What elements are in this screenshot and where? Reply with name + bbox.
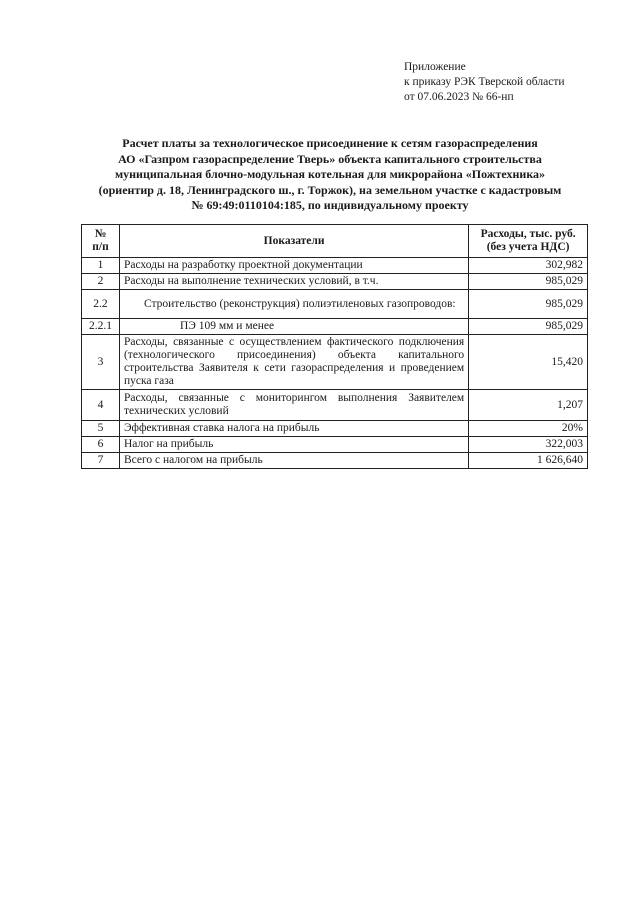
row-number: 2 [82, 274, 120, 290]
row-value: 20% [469, 421, 588, 437]
row-value: 1,207 [469, 390, 588, 421]
header-indicators: Показатели [119, 225, 468, 258]
table-row [82, 258, 588, 274]
row-number: 7 [82, 453, 120, 469]
row-value: 302,982 [469, 258, 588, 274]
row-indicator: Расходы, связанные с осуществлением фактического подключения (технологического присоединения) объекта капитального строительства Заявителя к сети газораспределения и проведением пуска газа [119, 335, 468, 390]
title-line: АО «Газпром газораспределение Тверь» объекта капитального строительства [118, 151, 542, 166]
table-row [82, 421, 588, 437]
header-number [82, 225, 120, 258]
row-value: 985,029 [469, 319, 588, 335]
row-number: 6 [82, 437, 120, 453]
row-indicator: Налог на прибыль [119, 437, 468, 453]
row-indicator: Расходы на выполнение технических условий, в т.ч. [119, 274, 468, 290]
title-line: Расчет платы за технологическое присоединение к сетям газораспределения [122, 136, 538, 150]
row-number: 2.2.1 [82, 319, 120, 335]
row-value: 985,029 [469, 274, 588, 290]
title-line: № 69:49:0110104:185, по индивидуальному проекту [191, 198, 469, 212]
row-indicator: Расходы, связанные с мониторингом выполнения Заявителем технических условий [119, 390, 468, 421]
header-expenses [469, 225, 588, 258]
row-indicator: Всего с налогом на прибыль [119, 453, 468, 469]
row-value: 1 626,640 [469, 453, 588, 469]
row-indicator: ПЭ 109 мм и менее [119, 319, 468, 335]
table-row [82, 290, 588, 319]
header-number-symbol: № [94, 228, 107, 240]
row-number: 3 [82, 335, 120, 390]
row-number: 1 [82, 258, 120, 274]
appendix-reference [404, 60, 565, 105]
title-line: муниципальная блочно-модульная котельная для микрорайона «Пожтехника» [114, 167, 546, 181]
row-indicator: Эффективная ставка налога на прибыль [119, 421, 468, 437]
header-expenses-note: (без учета НДС) [486, 241, 570, 253]
table-row [82, 335, 588, 390]
appendix-order: к приказу РЭК Тверской области [404, 76, 565, 88]
row-value: 15,420 [469, 335, 588, 390]
table-row [82, 319, 588, 335]
table-header-row [82, 225, 588, 258]
table-row [82, 453, 588, 469]
table-row [82, 390, 588, 421]
table-row [82, 274, 588, 290]
row-indicator: Строительство (реконструкция) полиэтиленовых газопроводов: [119, 290, 468, 319]
table-row [82, 437, 588, 453]
document-title [70, 136, 590, 214]
header-number-abbr: п/п [92, 241, 109, 253]
appendix-date: от 07.06.2023 № 66-нп [404, 91, 514, 103]
row-indicator: Расходы на разработку проектной документации [119, 258, 468, 274]
row-value: 322,003 [469, 437, 588, 453]
row-number: 2.2 [82, 290, 120, 319]
calculation-table [81, 224, 588, 469]
row-number: 5 [82, 421, 120, 437]
row-value: 985,029 [469, 290, 588, 319]
row-number: 4 [82, 390, 120, 421]
header-expenses-title: Расходы, тыс. руб. [480, 228, 576, 240]
title-line: (ориентир д. 18, Ленинградского ш., г. Торжок), на земельном участке с кадастровым [98, 182, 562, 197]
appendix-label: Приложение [404, 61, 466, 73]
